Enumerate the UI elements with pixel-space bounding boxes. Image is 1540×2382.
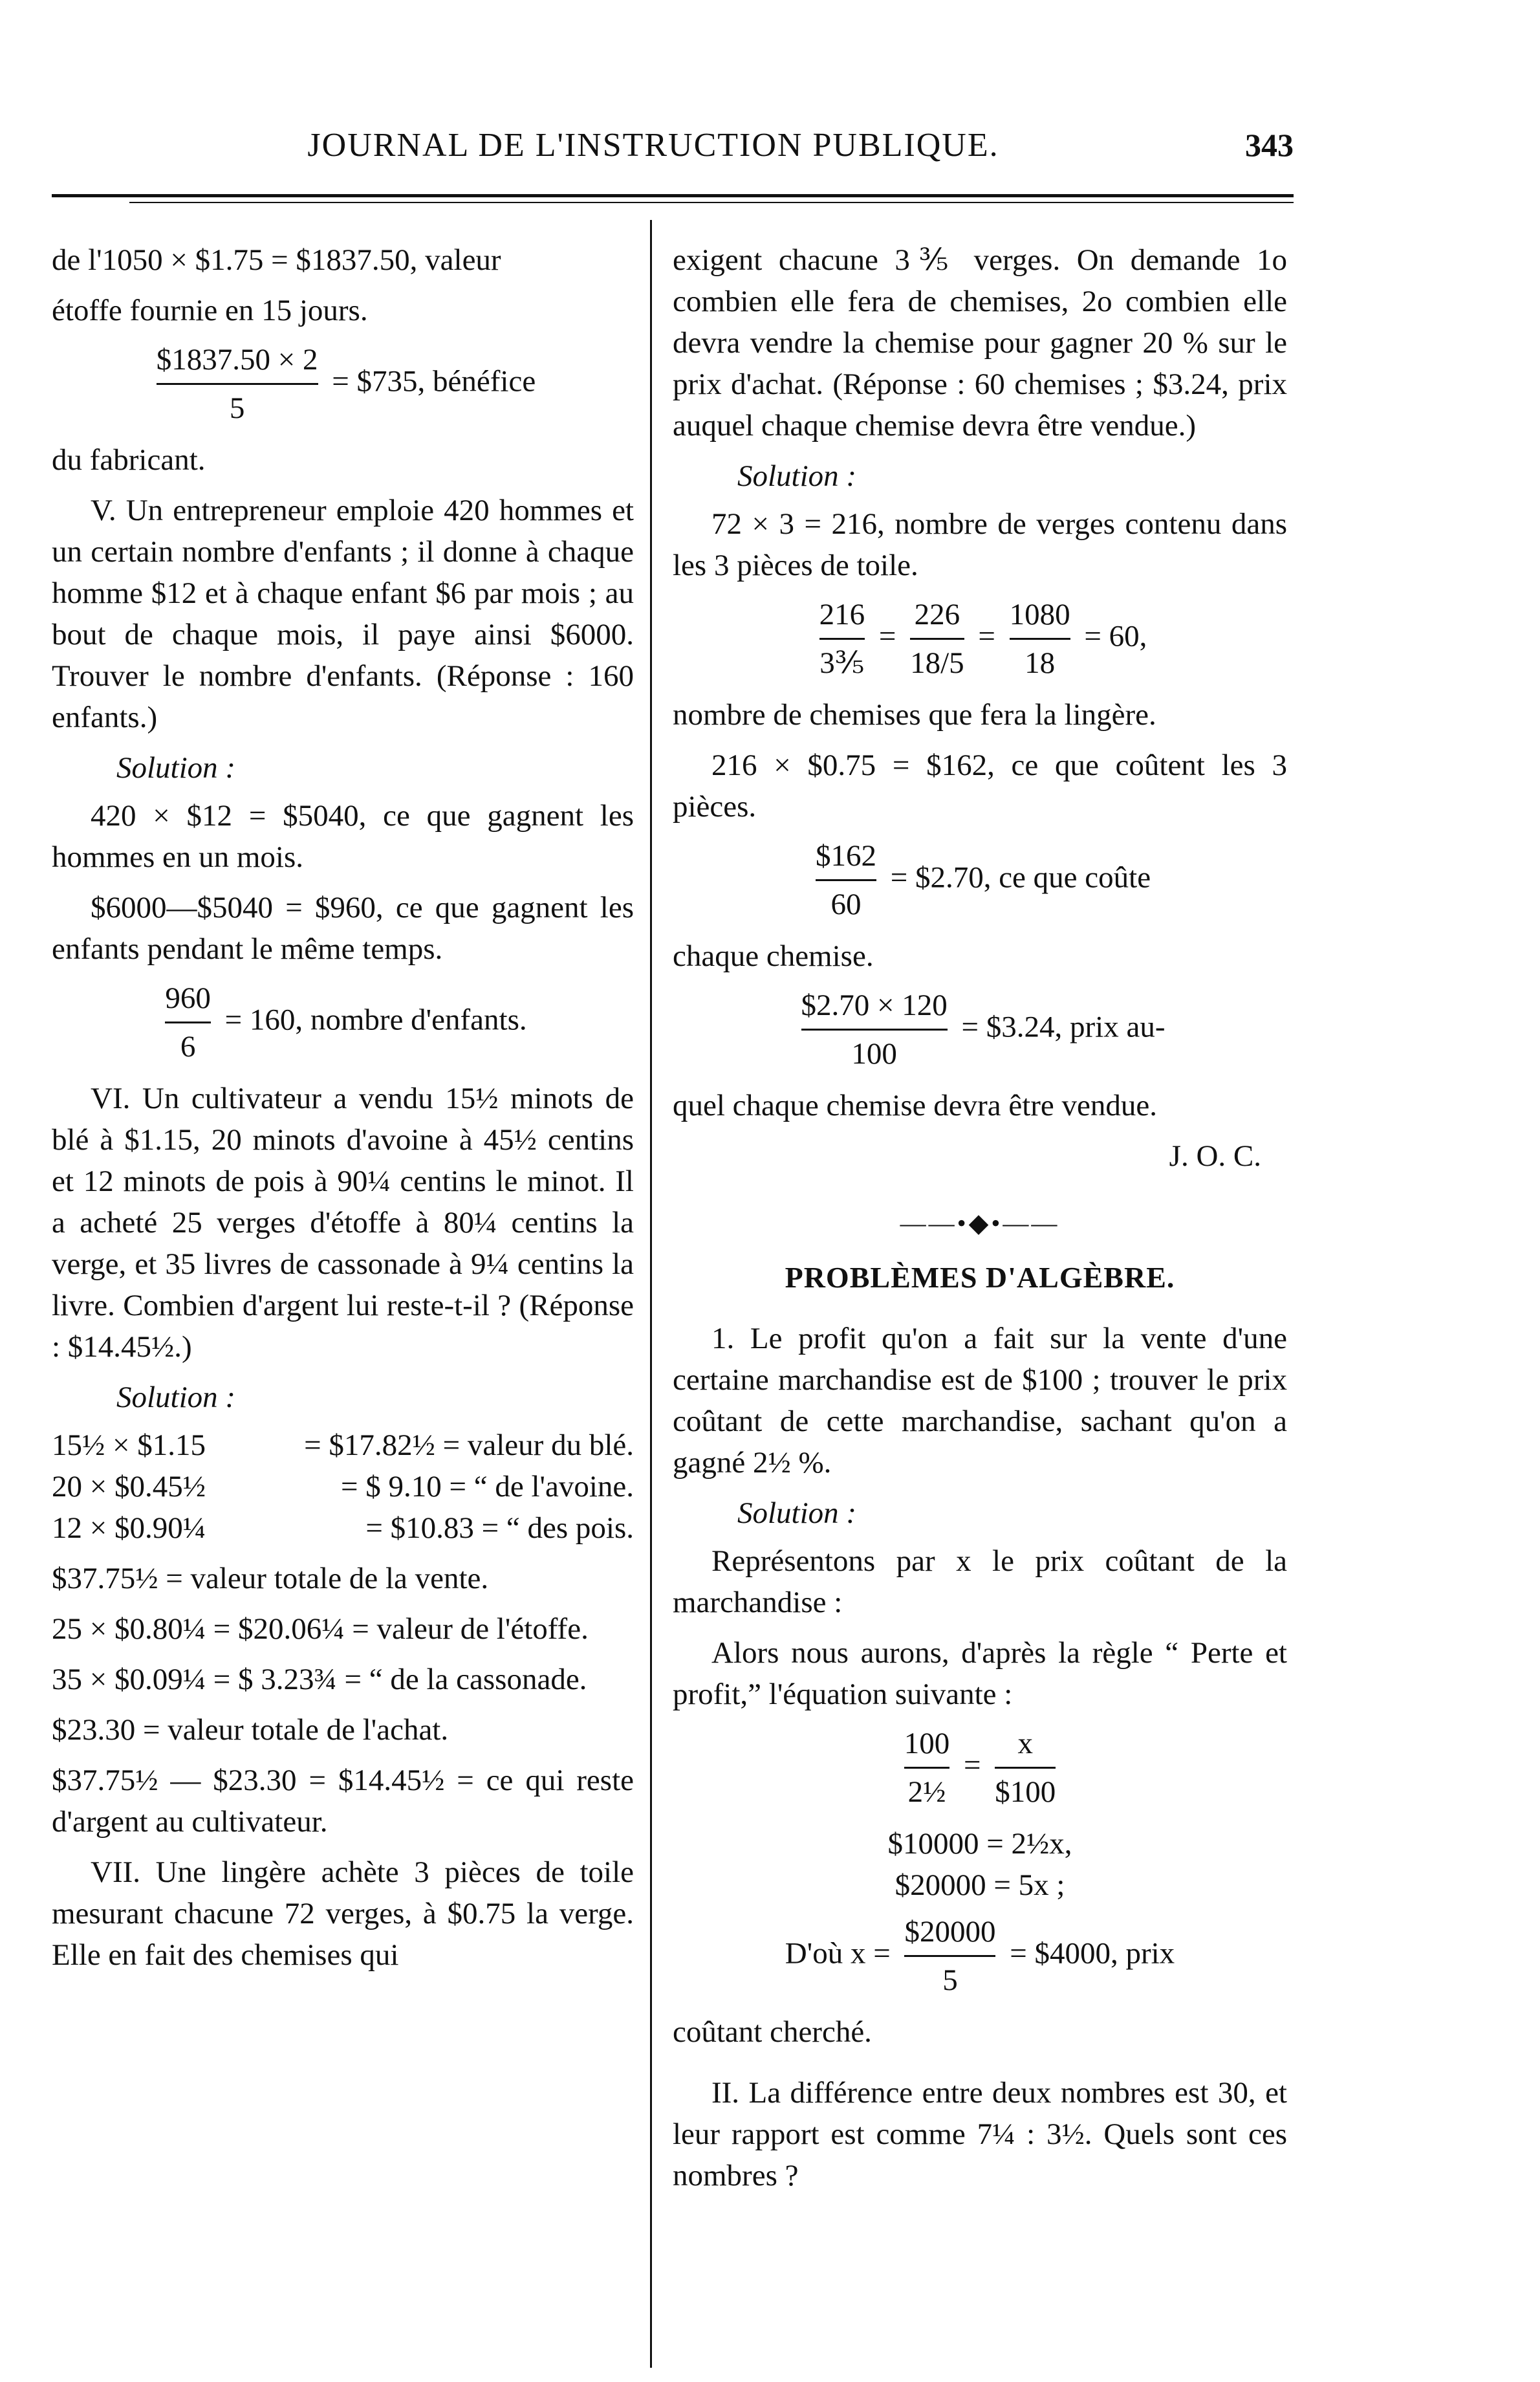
page-number: 343 [1245,127,1294,163]
fraction-bar [157,383,318,385]
problem-6: VI. Un cultivateur a vendu 15½ minots de blé à $1.15, 20 minots d'avoine à 45½ centins et 12 minots de pois à 90¼ centins le minot. Il a acheté 25 verges d'étoffe à 80¼ centins la verge, et 35 livres de cassonade à 9¼ centins la livre. Combien d'argent lui reste-t-il ? (Réponse : $14.45½.) [52,1082,634,1364]
right-column [673,239,1287,2205]
problem-5: V. Un entrepreneur emploie 420 hommes et un certain nombre d'enfants ; il donne à chaque homme $12 et à chaque enfant $6 par mois ; au bout de chaque mois, il paye ainsi $6000. Trouver le nombre d'enfants. (Réponse : 160 enfants.) [52,494,634,734]
denominator: 18/5 [910,646,964,680]
equation-prefix: D'où x = [785,1936,891,1971]
fraction [995,1724,1056,1811]
calc-row [52,1507,634,1549]
fraction [816,836,876,924]
fraction-bar [801,1029,948,1031]
numerator: 1080 [1009,598,1070,631]
numerator: 226 [914,598,960,631]
solution-label: Solution : [737,459,857,493]
signature: J. O. C. [1169,1139,1261,1173]
calc-line: $37.75½ = valeur totale de la vente. [52,1562,489,1595]
solution-line: 72 × 3 = 216, nombre de verges contenu dans les 3 pièces de toile. [673,507,1287,582]
numerator: 216 [819,598,865,631]
result: = $4000, prix [1010,1936,1175,1971]
fraction [165,979,211,1066]
calc-right: = $ 9.10 = “ de l'avoine. [340,1470,634,1503]
fraction [819,595,865,683]
fraction [1010,595,1070,683]
fraction [157,340,318,428]
calc-line: 35 × $0.09¼ = $ 3.23¾ = “ de la cassonade. [52,1663,587,1696]
solution-line: nombre de chemises que fera la lingère. [673,698,1156,732]
calc-right: = $10.83 = “ des pois. [365,1511,634,1545]
left-column [52,239,634,1985]
algebra-problem-1: 1. Le profit qu'on a fait sur la vente d'une certaine marchandise est de $100 ; trouver le prix coûtant de cette marchandise, sachant qu'on a gagné 2½ %. [673,1322,1287,1480]
result: = $735, bénéfice [332,364,536,399]
denominator: 5 [229,391,245,425]
fraction-equation [673,1912,1287,2000]
numerator: $2.70 × 120 [801,989,948,1022]
numerator: 100 [904,1727,950,1760]
result: = $3.24, prix au- [961,1010,1166,1044]
calc-left: 15½ × $1.15 [52,1428,206,1462]
solution-label: Solution : [116,1381,236,1414]
fraction-bar [904,1767,950,1769]
fraction-equation [673,836,1287,924]
algebra-problem-2: II. La différence entre deux nombres est 30, et leur rapport est comme 7¼ : 3½. Quels sont ces nombres ? [673,2076,1287,2192]
solution-line: Alors nous aurons, d'après la règle “ Perte et profit,” l'équation suivante : [673,1636,1287,1711]
solution-line: Représentons par x le prix coûtant de la marchandise : [673,1544,1287,1619]
ornament-divider: ——•◆•—— [900,1208,1060,1238]
fraction [910,595,964,683]
numerator: $162 [815,839,876,873]
fraction-equation [52,340,634,428]
section-title: PROBLÈMES D'ALGÈBRE. [785,1261,1175,1294]
problem-7-cont: exigent chacune 3⅗ verges. On demande 1o combien elle fera de chemises, 2o combien elle devra vendre la chemise pour gagner 20 % sur le prix d'achat. (Réponse : 60 chemises ; $3.24, prix auquel chaque chemise devra être vendue.) [673,243,1287,443]
denominator: 60 [830,888,862,921]
calc-row [52,1466,634,1507]
text-line: du fabricant. [52,443,206,477]
text-line: de l'1050 × $1.75 = $1837.50, valeur [52,243,501,277]
solution-line: $6000—$5040 = $960, ce que gagnent les enfants pendant le même temps. [52,891,634,966]
numerator: $1837.50 × 2 [156,343,318,377]
calc-line: $23.30 = valeur totale de l'achat. [52,1713,449,1747]
solution-line: quel chaque chemise devra être vendue. [673,1089,1158,1122]
fraction [904,1912,995,2000]
denominator: 5 [942,1963,958,1997]
calc-right: = $17.82½ = valeur du blé. [304,1428,634,1462]
numerator: $20000 [904,1915,996,1949]
calc-line: $37.75½ — $23.30 = $14.45½ = ce qui reste d'argent au cultivateur. [52,1764,634,1839]
calc-left: 20 × $0.45½ [52,1470,206,1503]
result: = 60, [1084,619,1147,653]
calc-row [52,1425,634,1466]
fraction-bar [910,638,964,640]
denominator: 18 [1025,646,1056,680]
fraction-bar [819,638,865,640]
equation-line: $20000 = 5x ; [895,1868,1065,1902]
header-rule [52,194,1294,197]
denominator: 3⅗ [819,646,865,680]
fraction [801,986,948,1073]
fraction-bar [904,1955,995,1957]
denominator: 100 [851,1037,897,1071]
problem-7: VII. Une lingère achète 3 pièces de toile mesurant chacune 72 verges, à $0.75 la verge. Elle en fait des chemises qui [52,1855,634,1972]
equation-line: $10000 = 2½x, [887,1827,1072,1861]
denominator: 6 [180,1030,196,1064]
fraction-bar [165,1022,211,1023]
page-header [0,126,1540,178]
numerator: x [1017,1727,1033,1760]
calc-line: 25 × $0.80¼ = $20.06¼ = valeur de l'étoffe. [52,1612,589,1646]
fraction-equation: $\frac{216}{\text{3⅗}}$ = $\frac{226}{18/5}$ = $\frac{1080}{18}$ = 60, [673,595,1287,683]
fraction-bar [995,1767,1056,1769]
solution-line: coûtant cherché. [673,2015,872,2049]
header-rule-thin [129,202,1294,203]
fraction-equation [673,986,1287,1073]
result: = 160, nombre d'enfants. [224,1003,527,1037]
denominator: 2½ [907,1775,946,1809]
denominator: $100 [995,1775,1056,1809]
journal-title: JOURNAL DE L'INSTRUCTION PUBLIQUE. [307,127,999,164]
result: = $2.70, ce que coûte [890,860,1151,895]
solution-line: 216 × $0.75 = $162, ce que coûtent les 3 pièces. [673,748,1287,824]
solution-line: 420 × $12 = $5040, ce que gagnent les hommes en un mois. [52,799,634,874]
fraction-bar [816,879,876,881]
fraction-equation [52,979,634,1066]
calc-left: 12 × $0.90¼ [52,1511,206,1545]
solution-label: Solution : [737,1496,857,1530]
solution-label: Solution : [116,751,236,785]
fraction-bar [1010,638,1070,640]
fraction [904,1724,950,1811]
solution-line: chaque chemise. [673,939,874,973]
column-divider [650,220,652,2368]
fraction-equation: $\frac{100}{\text{2½}}$ = $\frac{x}{\$100}$ [673,1724,1287,1811]
numerator: 960 [165,981,211,1015]
text-line: étoffe fournie en 15 jours. [52,294,368,327]
